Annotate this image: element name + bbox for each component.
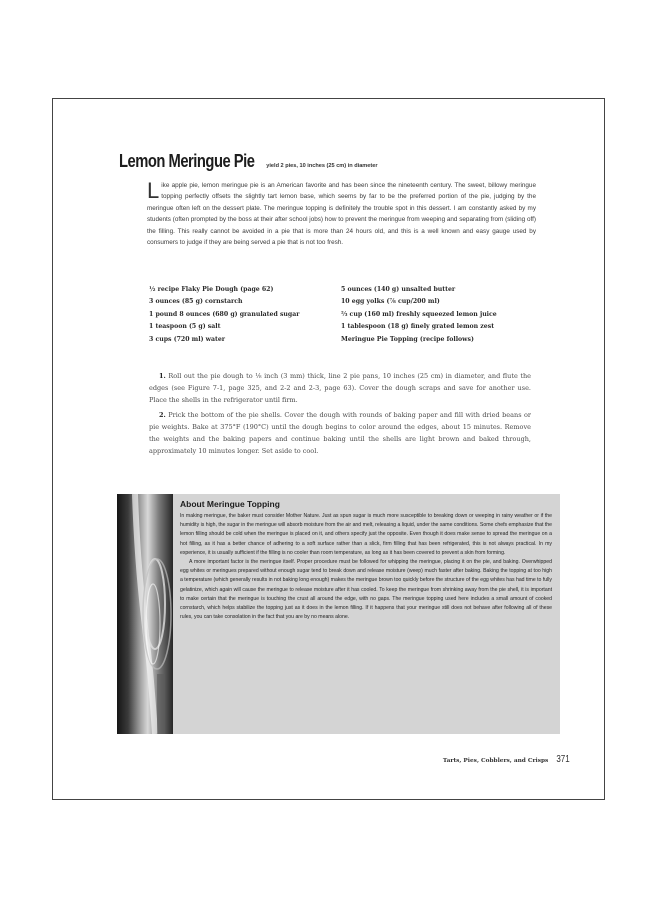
drop-cap: L — [147, 178, 160, 203]
method-step — [149, 409, 531, 457]
sidebar-box — [173, 494, 560, 734]
ingredient-item: 1 teaspoon (5 g) salt — [149, 323, 221, 331]
ingredient-list — [149, 284, 529, 346]
whisk-illustration — [117, 494, 173, 734]
sidebar-paragraph: In making meringue, the baker must consider Mother Nature. Just as spun sugar is much more susceptible to breaking down or weeping in rainy weather or if the humidity is high, the sugar in the meringue will absorb moisture from the air and melt, releasing a liquid, under the same conditions. Some chefs emphasize that the lemon filling should be cold when the meringue is placed on it, and others specify just the opposite. Even though it does make sense to spread the meringue on a hot filling, as it has a better chance of adhering to a soft surface rather than a slick, firm filling that has been refrigerated, this is not always practical. In my experience, it is usually sufficient if the filling is no cooler than room temperature, as long as it has been covered to prevent a skin from forming. — [180, 513, 552, 556]
ingredient-item: 5 ounces (140 g) unsalted butter — [341, 286, 456, 293]
ingredient-item: 3 ounces (85 g) cornstarch — [149, 298, 243, 306]
sidebar-body — [180, 512, 552, 622]
step-number: 2. — [159, 411, 166, 419]
ingredient-item: 3 cups (720 ml) water — [149, 335, 226, 343]
page-number: 371 — [556, 754, 570, 765]
whisk-photo — [117, 494, 173, 734]
recipe-header — [119, 151, 599, 172]
intro-paragraph — [147, 180, 536, 248]
sidebar-paragraph: A more important factor is the meringue itself. Proper procedure must be followed for whipping the meringue, placing it on the pie, and baking. Overwhipped egg whites or meringues prepared without enough sugar tend to break down and release moisture (weep) much faster after baking. Baking the topping at too high a temperature (which generally results in not baking long enough) makes the meringue brown too quickly before the structure of the egg whites has had time to fully gelatinize, which again will cause the meringue to release moisture after it has cooled. To keep the meringue from shrinking away from the pie shell, it is important to make certain that the meringue is touching the crust all around the edge, with no gaps. The meringue topping used here includes a small amount of cooked cornstarch, which helps stabilize the topping just as it does in the lemon filling. If it happens that your meringue still does not behave after following all of these rules, you can take consolation in the fact that you are by no means alone. — [180, 559, 552, 621]
intro-text: ike apple pie, lemon meringue pie is an American favorite and has been since the nineteenth century. The sweet, billowy meringue topping perfectly offsets the slightly tart lemon base, which seems by far to be the preferred portion of the pie, judging by the meringue often left on the dessert plate. The meringue topping is definitely the trouble spot in this dessert. I am constantly asked by my students (often prompted by the boss at their after school jobs) how to prevent the meringue from weeping and separating from (sliding off) the filling. This really cannot be avoided in a pie that is more than 24 hours old, and this is a well known and easy gauge used by consumers to judge if they are being served a pie that is not too fresh. — [147, 182, 536, 247]
recipe-yield: yield 2 pies, 10 inches (25 cm) in diameter — [266, 163, 378, 169]
sidebar-title: About Meringue Topping — [180, 499, 280, 509]
ingredient-item: ½ recipe Flaky Pie Dough (page 62) — [149, 286, 274, 293]
method-step — [149, 370, 531, 406]
running-footer: Tarts, Pies, Cobblers, and Crisps — [442, 758, 549, 764]
step-text: Prick the bottom of the pie shells. Cover the dough with rounds of baking paper and fill with dried beans or pie weights. Bake at 375°F (190°C) until the dough begins to color around the edges, about 15 minutes. Remove the weights and the baking papers and continue baking until the shells are light brown and baked through, approximately 10 minutes longer. Set aside to cool. — [149, 411, 531, 455]
page-footer — [420, 754, 570, 765]
ingredient-item: 1 tablespoon (18 g) finely grated lemon zest — [341, 323, 495, 331]
ingredient-item: ⅔ cup (160 ml) freshly squeezed lemon juice — [341, 310, 497, 318]
step-text: Roll out the pie dough to ⅛ inch (3 mm) thick, line 2 pie pans, 10 inches (25 cm) in diameter, and flute the edges (see Figure 7-1, page 325, and 2-2 and 2-3, page 63). Cover the dough scraps and save for another use. Place the shells in the refrigerator until firm. — [149, 372, 531, 404]
ingredient-item: 10 egg yolks (⅞ cup/200 ml) — [341, 298, 440, 306]
step-number: 1. — [159, 372, 166, 380]
recipe-title: Lemon Meringue Pie — [119, 151, 255, 171]
ingredient-item: 1 pound 8 ounces (680 g) granulated sugar — [149, 310, 300, 318]
method-steps — [149, 370, 531, 460]
ingredient-item: Meringue Pie Topping (recipe follows) — [341, 335, 474, 343]
